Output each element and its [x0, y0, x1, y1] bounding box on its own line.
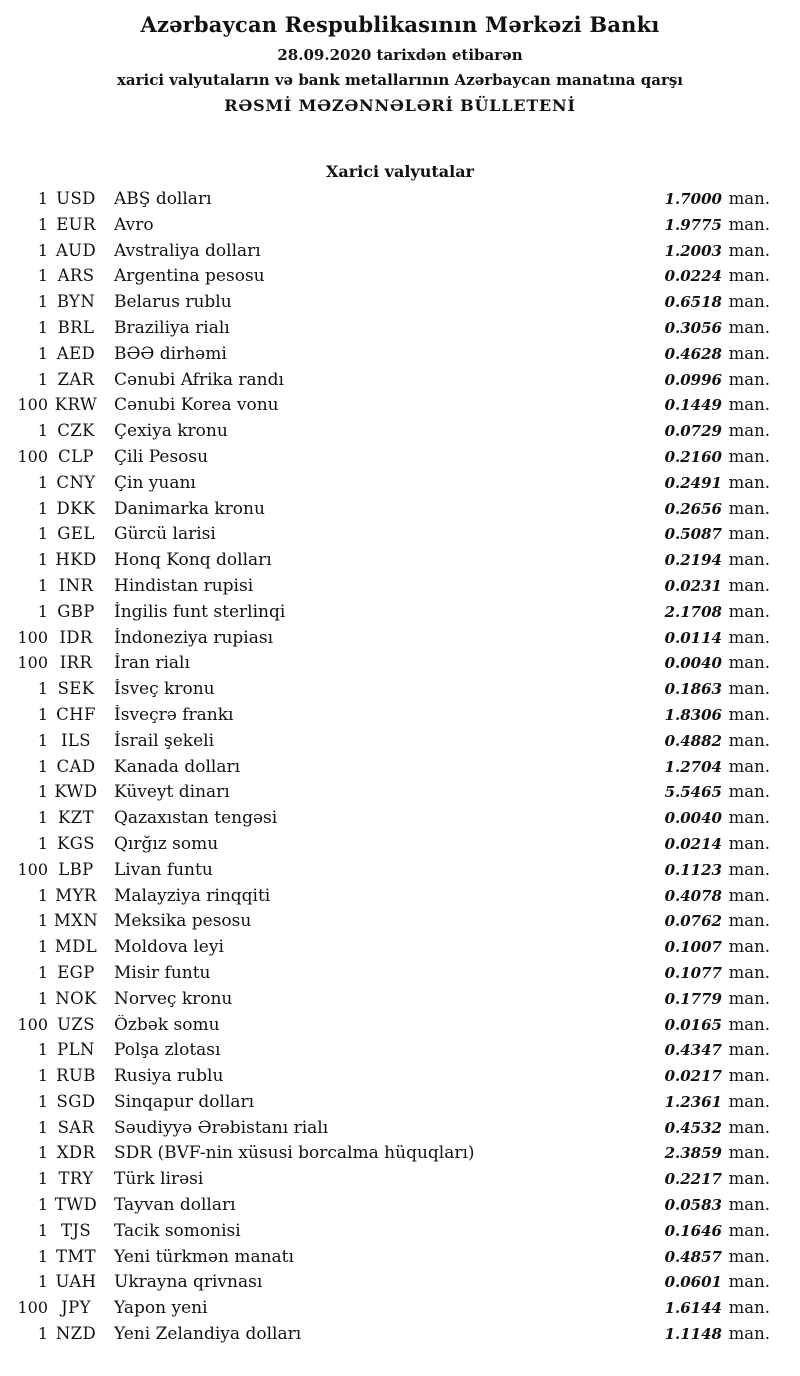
- quantity: 1: [37, 704, 48, 724]
- unit-label: man.: [728, 1324, 770, 1344]
- rate-value: 1.7000: [664, 190, 722, 208]
- currency-name: Qırğız somu: [114, 833, 219, 854]
- currency-code: RUB: [56, 1066, 96, 1086]
- currency-name: ABŞ dolları: [114, 189, 212, 209]
- currency-code: IRR: [59, 653, 93, 673]
- currency-name: BƏƏ dirhəmi: [114, 343, 227, 364]
- currency-name: İngilis funt sterlinqi: [114, 601, 286, 622]
- quantity: 100: [17, 653, 48, 673]
- currency-row: [16, 447, 770, 473]
- rate-value: 0.0601: [664, 1273, 722, 1292]
- unit-label: man.: [728, 317, 770, 337]
- quantity: 1: [37, 498, 48, 518]
- quantity: 100: [17, 395, 48, 415]
- currency-row: [16, 576, 770, 602]
- unit-label: man.: [728, 1220, 770, 1240]
- unit-label: man.: [728, 421, 770, 441]
- quantity: 100: [17, 859, 48, 879]
- quantity: 1: [37, 575, 48, 595]
- currency-row: [16, 1272, 770, 1298]
- rate-value: 5.5465: [664, 783, 722, 802]
- currency-row: [16, 731, 770, 757]
- unit-label: man.: [728, 1169, 770, 1189]
- rate-value: 2.3859: [664, 1144, 722, 1163]
- rate-value: 0.0996: [664, 370, 722, 389]
- unit-label: man.: [728, 1298, 770, 1318]
- currency-code: EGP: [57, 962, 95, 982]
- currency-row: [16, 1247, 770, 1273]
- unit-label: man.: [728, 575, 770, 595]
- currency-code: ILS: [61, 730, 91, 750]
- rate-value: 0.0165: [664, 1015, 722, 1034]
- rate-value: 0.5087: [664, 525, 722, 544]
- quantity: 100: [17, 1298, 48, 1318]
- unit-label: man.: [728, 266, 770, 286]
- rate-value: 0.4532: [664, 1118, 722, 1137]
- currency-code: ZAR: [57, 369, 95, 389]
- unit-label: man.: [728, 627, 770, 647]
- currency-name: SDR (BVF-nin xüsusi borcalma hüquqları): [114, 1143, 475, 1164]
- quantity: 1: [37, 1091, 48, 1111]
- currency-code: CNY: [56, 472, 96, 492]
- rate-value: 0.0040: [664, 654, 722, 673]
- currency-code: MYR: [55, 885, 97, 905]
- rate-value: 0.1863: [664, 680, 722, 699]
- quantity: 1: [37, 369, 48, 389]
- currency-code: TMT: [55, 1246, 97, 1266]
- bank-title: Azərbaycan Respublikasının Mərkəzi Bankı: [140, 12, 660, 37]
- currency-code: AED: [56, 343, 96, 363]
- currency-code: XDR: [56, 1143, 96, 1163]
- currency-code: JPY: [61, 1298, 91, 1318]
- currency-code: KGS: [56, 833, 95, 853]
- unit-label: man.: [728, 756, 770, 776]
- rate-value: 1.6144: [664, 1299, 722, 1318]
- currency-name: Danimarka kronu: [114, 498, 265, 519]
- currency-code: MDL: [54, 937, 98, 957]
- unit-label: man.: [728, 782, 770, 802]
- rate-value: 0.1077: [664, 963, 722, 982]
- quantity: 1: [37, 1066, 48, 1086]
- currency-code: LBP: [58, 859, 94, 879]
- rate-value: 0.2217: [664, 1170, 722, 1189]
- unit-label: man.: [728, 704, 770, 724]
- rate-value: 1.9775: [664, 215, 722, 234]
- currency-row: [16, 782, 770, 808]
- currency-name: Argentina pesosu: [114, 266, 265, 287]
- unit-label: man.: [728, 369, 770, 389]
- currency-code: BRL: [57, 317, 95, 337]
- currency-name: Polşa zlotası: [114, 1040, 221, 1061]
- currency-code: TRY: [58, 1169, 94, 1189]
- unit-label: man.: [728, 1014, 770, 1034]
- currency-name: Kanada dolları: [114, 756, 241, 777]
- currency-code: SAR: [57, 1117, 95, 1137]
- currency-name: Yapon yeni: [114, 1298, 208, 1319]
- quantity: 1: [37, 1195, 48, 1215]
- currency-name: Avstraliya dolları: [114, 240, 261, 261]
- quantity: 1: [37, 421, 48, 441]
- currency-name: Honq Konq dolları: [114, 550, 272, 571]
- quantity: 1: [37, 317, 48, 337]
- currency-row: [16, 1092, 770, 1118]
- rate-value: 0.2491: [664, 473, 722, 492]
- rate-value: 0.0217: [664, 1067, 722, 1086]
- currency-code: NZD: [55, 1324, 97, 1344]
- rate-value: 1.2003: [664, 241, 722, 260]
- currency-name: Hindistan rupisi: [114, 575, 254, 596]
- quantity: 1: [37, 1040, 48, 1060]
- currency-code: CHF: [56, 704, 96, 724]
- unit-label: man.: [728, 1040, 770, 1060]
- currency-code: GBP: [57, 601, 95, 621]
- date-line: 28.09.2020 tarixdən etibarən: [277, 46, 523, 64]
- currency-name: Özbək somu: [114, 1014, 220, 1035]
- currency-row: [16, 215, 770, 241]
- currency-row: [16, 499, 770, 525]
- rate-value: 2.1708: [664, 602, 722, 621]
- currency-name: Rusiya rublu: [114, 1066, 224, 1087]
- currency-code: UZS: [57, 1014, 95, 1034]
- rate-value: 0.0114: [664, 628, 722, 647]
- rates-table: [0, 189, 800, 1350]
- currency-row: [16, 1195, 770, 1221]
- rate-value: 1.1148: [664, 1325, 722, 1344]
- rate-value: 0.6518: [664, 293, 722, 312]
- quantity: 1: [37, 756, 48, 776]
- bulletin-title: RƏSMİ MƏZƏNNƏLƏRİ BÜLLETENİ: [224, 96, 576, 115]
- currency-row: [16, 937, 770, 963]
- unit-label: man.: [728, 937, 770, 957]
- currency-row: [16, 653, 770, 679]
- currency-row: [16, 1118, 770, 1144]
- unit-label: man.: [728, 446, 770, 466]
- unit-label: man.: [728, 730, 770, 750]
- unit-label: man.: [728, 1117, 770, 1137]
- currency-row: [16, 757, 770, 783]
- currency-code: INR: [58, 575, 94, 595]
- currency-row: [16, 1040, 770, 1066]
- rate-value: 0.2160: [664, 447, 722, 466]
- unit-label: man.: [728, 189, 770, 208]
- quantity: 1: [37, 1324, 48, 1344]
- rate-value: 1.2361: [664, 1092, 722, 1111]
- unit-label: man.: [728, 498, 770, 518]
- currency-name: Meksika pesosu: [114, 911, 252, 932]
- rate-value: 0.0583: [664, 1196, 722, 1215]
- quantity: 1: [37, 266, 48, 286]
- currency-name: Braziliya rialı: [114, 317, 230, 338]
- currency-row: [16, 189, 770, 215]
- currency-code: NOK: [55, 988, 97, 1008]
- currency-name: Ukrayna qrivnası: [114, 1272, 263, 1293]
- currency-row: [16, 628, 770, 654]
- currency-code: EUR: [56, 214, 96, 234]
- currency-name: Livan funtu: [114, 859, 213, 880]
- unit-label: man.: [728, 679, 770, 699]
- currency-row: [16, 705, 770, 731]
- currency-name: Yeni Zelandiya dolları: [114, 1324, 302, 1345]
- quantity: 100: [17, 627, 48, 647]
- quantity: 1: [37, 1272, 48, 1292]
- currency-code: CLP: [58, 446, 94, 466]
- rate-value: 0.4857: [664, 1247, 722, 1266]
- unit-label: man.: [728, 1066, 770, 1086]
- quantity: 1: [37, 292, 48, 312]
- unit-label: man.: [728, 833, 770, 853]
- currency-row: [16, 911, 770, 937]
- currency-code: TWD: [54, 1195, 98, 1215]
- quantity: 1: [37, 343, 48, 363]
- unit-label: man.: [728, 292, 770, 312]
- currency-code: KRW: [54, 395, 98, 415]
- currency-code: IDR: [59, 627, 93, 647]
- rate-value: 0.1779: [664, 989, 722, 1008]
- currency-name: Səudiyyə Ərəbistanı rialı: [114, 1117, 329, 1138]
- currency-name: Tacik somonisi: [114, 1220, 241, 1241]
- currency-name: Gürcü larisi: [114, 524, 216, 545]
- rate-value: 0.2656: [664, 499, 722, 518]
- unit-label: man.: [728, 214, 770, 234]
- currency-code: BYN: [56, 292, 96, 312]
- rate-value: 0.4628: [664, 344, 722, 363]
- currency-name: Avro: [114, 214, 154, 235]
- rate-value: 0.0224: [664, 267, 722, 286]
- currency-name: Çili Pesosu: [114, 446, 209, 467]
- unit-label: man.: [728, 988, 770, 1008]
- currency-row: [16, 473, 770, 499]
- currency-row: [16, 1143, 770, 1169]
- rate-value: 0.1123: [664, 860, 722, 879]
- subtitle-line: xarici valyutaların və bank metallarının Azərbaycan manatına qarşı: [116, 71, 684, 89]
- currency-code: DKK: [56, 498, 96, 518]
- currency-row: [16, 1324, 770, 1350]
- rate-value: 0.1449: [664, 396, 722, 415]
- quantity: 1: [37, 937, 48, 957]
- unit-label: man.: [728, 240, 770, 260]
- currency-code: AUD: [55, 240, 97, 260]
- currency-row: [16, 1298, 770, 1324]
- rate-value: 0.0214: [664, 834, 722, 853]
- currency-name: Norveç kronu: [114, 988, 233, 1009]
- document-header: [0, 12, 800, 115]
- currency-name: İran rialı: [114, 653, 190, 674]
- unit-label: man.: [728, 550, 770, 570]
- currency-row: [16, 1066, 770, 1092]
- currency-row: [16, 241, 770, 267]
- currency-name: Yeni türkmən manatı: [114, 1246, 294, 1267]
- currency-row: [16, 808, 770, 834]
- currency-name: Türk lirəsi: [114, 1169, 204, 1190]
- rate-value: 0.0762: [664, 912, 722, 931]
- currency-row: [16, 989, 770, 1015]
- quantity: 1: [37, 1169, 48, 1189]
- quantity: 1: [37, 601, 48, 621]
- unit-label: man.: [728, 524, 770, 544]
- currency-row: [16, 1015, 770, 1041]
- quantity: 1: [37, 782, 48, 802]
- currency-code: PLN: [57, 1040, 95, 1060]
- rate-value: 0.2194: [664, 551, 722, 570]
- currency-code: KZT: [58, 808, 94, 828]
- quantity: 1: [37, 833, 48, 853]
- unit-label: man.: [728, 885, 770, 905]
- rate-value: 0.3056: [664, 318, 722, 337]
- currency-code: HKD: [55, 550, 97, 570]
- currency-row: [16, 886, 770, 912]
- unit-label: man.: [728, 1195, 770, 1215]
- currency-code: TJS: [60, 1220, 92, 1240]
- quantity: 1: [37, 550, 48, 570]
- currency-name: İndoneziya rupiası: [114, 627, 274, 648]
- currency-code: SGD: [56, 1091, 96, 1111]
- currency-name: Küveyt dinarı: [114, 782, 230, 803]
- currency-row: [16, 602, 770, 628]
- currency-row: [16, 963, 770, 989]
- unit-label: man.: [728, 911, 770, 931]
- quantity: 1: [37, 679, 48, 699]
- unit-label: man.: [728, 1143, 770, 1163]
- quantity: 1: [37, 240, 48, 260]
- currency-code: CZK: [57, 421, 95, 441]
- quantity: 1: [37, 885, 48, 905]
- unit-label: man.: [728, 343, 770, 363]
- currency-name: Tayvan dolları: [114, 1195, 236, 1216]
- currency-code: MXN: [53, 911, 99, 931]
- quantity: 1: [37, 911, 48, 931]
- quantity: 1: [37, 1117, 48, 1137]
- currency-name: Qazaxıstan tengəsi: [114, 808, 278, 829]
- rate-value: 0.1646: [664, 1221, 722, 1240]
- currency-row: [16, 1221, 770, 1247]
- currency-row: [16, 1169, 770, 1195]
- rate-value: 0.0231: [664, 576, 722, 595]
- currency-name: Çexiya kronu: [114, 421, 228, 442]
- currency-row: [16, 421, 770, 447]
- quantity: 1: [37, 988, 48, 1008]
- unit-label: man.: [728, 601, 770, 621]
- currency-row: [16, 860, 770, 886]
- rate-value: 0.4882: [664, 731, 722, 750]
- quantity: 1: [37, 524, 48, 544]
- currency-name: Malayziya rinqqiti: [114, 885, 271, 906]
- rate-value: 0.0040: [664, 809, 722, 828]
- unit-label: man.: [728, 395, 770, 415]
- quantity: 1: [37, 472, 48, 492]
- unit-label: man.: [728, 1091, 770, 1111]
- currency-row: [16, 266, 770, 292]
- currency-name: Sinqapur dolları: [114, 1091, 255, 1112]
- quantity: 1: [37, 189, 48, 208]
- unit-label: man.: [728, 962, 770, 982]
- quantity: 1: [37, 214, 48, 234]
- currency-code: CAD: [56, 756, 96, 776]
- quantity: 1: [37, 962, 48, 982]
- currency-name: Belarus rublu: [114, 292, 232, 313]
- currency-code: KWD: [54, 782, 98, 802]
- currency-name: İsveç kronu: [114, 679, 215, 700]
- currency-code: USD: [56, 189, 96, 208]
- currency-code: UAH: [55, 1272, 97, 1292]
- currency-row: [16, 550, 770, 576]
- quantity: 1: [37, 1143, 48, 1163]
- currency-row: [16, 395, 770, 421]
- unit-label: man.: [728, 1246, 770, 1266]
- currency-name: Cənubi Afrika randı: [114, 369, 284, 390]
- quantity: 100: [17, 446, 48, 466]
- quantity: 1: [37, 1220, 48, 1240]
- rate-value: 1.8306: [664, 705, 722, 724]
- unit-label: man.: [728, 653, 770, 673]
- quantity: 1: [37, 808, 48, 828]
- quantity: 100: [17, 1014, 48, 1034]
- unit-label: man.: [728, 472, 770, 492]
- currency-row: [16, 370, 770, 396]
- currency-row: [16, 318, 770, 344]
- rate-value: 0.1007: [664, 938, 722, 957]
- unit-label: man.: [728, 1272, 770, 1292]
- currency-name: Moldova leyi: [114, 937, 224, 958]
- currency-name: İsrail şekeli: [114, 730, 214, 751]
- currency-row: [16, 524, 770, 550]
- currency-row: [16, 679, 770, 705]
- unit-label: man.: [728, 808, 770, 828]
- currency-name: Misir funtu: [114, 962, 211, 983]
- currency-row: [16, 834, 770, 860]
- quantity: 1: [37, 1246, 48, 1266]
- currency-code: ARS: [57, 266, 95, 286]
- section-title: Xarici valyutalar: [326, 162, 474, 181]
- currency-name: İsveçrə frankı: [114, 704, 234, 725]
- currency-row: [16, 344, 770, 370]
- currency-code: SEK: [57, 679, 95, 699]
- currency-name: Cənubi Korea vonu: [114, 395, 279, 416]
- rate-value: 0.0729: [664, 422, 722, 441]
- currency-row: [16, 292, 770, 318]
- rate-value: 0.4078: [664, 886, 722, 905]
- unit-label: man.: [728, 859, 770, 879]
- rate-value: 1.2704: [664, 757, 722, 776]
- quantity: 1: [37, 730, 48, 750]
- rate-value: 0.4347: [664, 1041, 722, 1060]
- currency-code: GEL: [57, 524, 95, 544]
- currency-name: Çin yuanı: [114, 472, 196, 493]
